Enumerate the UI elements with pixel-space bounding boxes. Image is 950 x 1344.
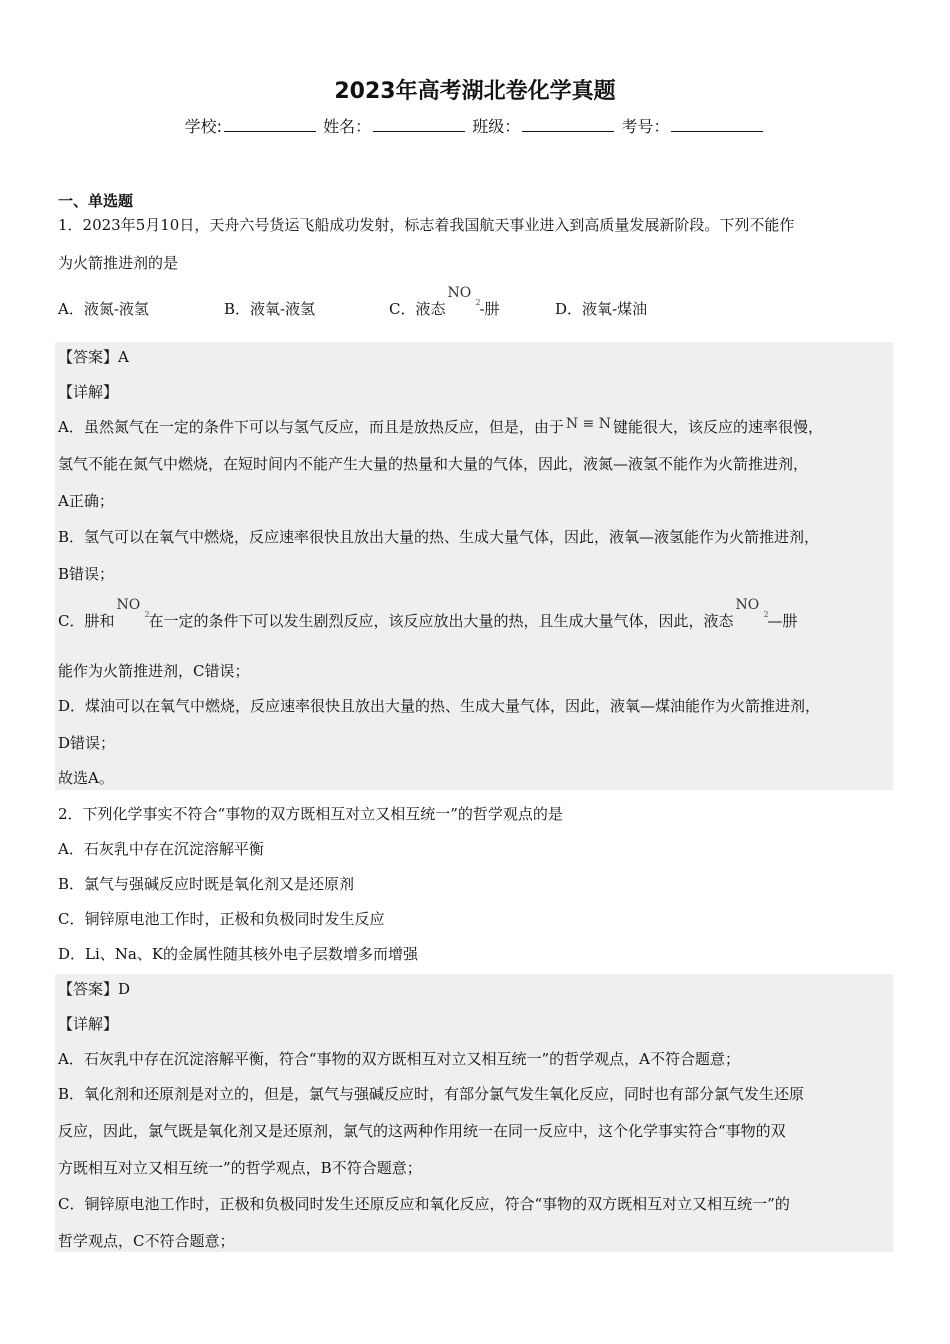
q1-detail-a3: A正确；	[58, 492, 114, 510]
id-label: 考号：	[621, 117, 670, 136]
class-blank[interactable]	[522, 116, 614, 132]
q1-detail-c1-pre: C．肼和	[58, 612, 115, 630]
q1-option-d: D．液氧-煤油	[555, 300, 648, 318]
q2-detail-b2: 反应，因此，氯气既是氧化剂又是还原剂，氯气的这两种作用统一在同一反应中，这个化学事实符合“事物的双	[58, 1122, 786, 1140]
q1-detail-b1: B．氢气可以在氧气中燃烧，反应速率很快且放出大量的热、生成大量气体，因此，液氧—液氢能作为火箭推进剂，	[58, 528, 820, 546]
q1-option-b: B．液氧-液氢	[224, 300, 316, 318]
q2-detail-a: A．石灰乳中存在沉淀溶解平衡，符合“事物的双方既相互对立又相互统一”的哲学观点，A不符合题意；	[58, 1050, 741, 1068]
name-label: 姓名：	[323, 117, 372, 136]
q2-option-b: B．氯气与强碱反应时既是氧化剂又是还原剂	[58, 875, 355, 893]
q1-detail-b2: B错误；	[58, 565, 115, 583]
page-title: 2023年高考湖北卷化学真题	[334, 79, 616, 104]
q1-answer-box	[55, 342, 893, 790]
no2-formula-text: NO	[116, 597, 141, 613]
q2-option-a: A．石灰乳中存在沉淀溶解平衡	[58, 840, 264, 858]
q2-detail-b3: 方既相互对立又相互统一”的哲学观点，B不符合题意；	[58, 1159, 422, 1177]
no2-formula	[114, 597, 150, 632]
q1-detail-a1	[58, 416, 823, 439]
no2-formula-sub: 2	[475, 298, 481, 307]
no2-formula-sub: 2	[763, 610, 769, 619]
q1-detail-d2: D错误；	[58, 734, 116, 752]
school-label: 学校:	[184, 117, 223, 136]
q1-option-c-suffix: -肼	[479, 300, 500, 318]
q1-detail-a2: 氢气不能在氮气中燃烧，在短时间内不能产生大量的热量和大量的气体，因此，液氮—液氢不能作为火箭推进剂，	[58, 455, 809, 473]
q2-option-c: C．铜锌原电池工作时，正极和负极同时发生反应	[58, 910, 385, 928]
q1-stem-line1: 1．2023年5月10日，天舟六号货运飞船成功发射，标志着我国航天事业进入到高质量发展新阶段。下列不能作	[58, 216, 795, 234]
q2-option-d: D．Li、Na、K的金属性随其核外电子层数增多而增强	[58, 945, 419, 963]
q1-detail-d1: D．煤油可以在氧气中燃烧，反应速率很快且放出大量的热、生成大量气体，因此，液氧—煤油能作为火箭推进剂，	[58, 697, 821, 715]
q2-detail-b1: B．氧化剂和还原剂是对立的，但是，氯气与强碱反应时，有部分氯气发生氧化反应，同时也有部分氯气发生还原	[58, 1085, 805, 1103]
q1-detail-a1-post: 键能很大，该反应的速率很慢，	[612, 418, 823, 436]
id-blank[interactable]	[671, 116, 763, 132]
no2-formula	[734, 597, 769, 632]
q1-stem-line2: 为火箭推进剂的是	[58, 254, 179, 272]
no2-formula-sub: 2	[144, 610, 150, 619]
triple-bond-formula: N ≡ N	[565, 416, 611, 432]
no2-formula	[445, 285, 481, 320]
q1-conclusion: 故选A。	[58, 769, 114, 787]
school-blank[interactable]	[224, 116, 316, 132]
class-label: 班级：	[472, 117, 521, 136]
q1-detail-a1-pre: A．虽然氮气在一定的条件下可以与氢气反应，而且是放热反应，但是，由于	[58, 418, 564, 436]
q1-detail-c1	[58, 597, 798, 632]
q2-answer: 【答案】D	[58, 980, 131, 998]
q1-answer: 【答案】A	[58, 348, 129, 366]
q2-stem: 2．下列化学事实不符合“事物的双方既相互对立又相互统一”的哲学观点的是	[58, 805, 563, 823]
q2-detail-label: 【详解】	[58, 1015, 119, 1033]
q1-detail-c1-mid: 在一定的条件下可以发生剧烈反应，该反应放出大量的热，且生成大量气体，因此，液态	[148, 612, 734, 630]
section-title: 一、单选题	[58, 192, 134, 210]
q1-option-c-prefix: C．液态	[389, 300, 446, 318]
q2-detail-c2: 哲学观点，C不符合题意；	[58, 1232, 235, 1250]
q1-option-a: A．液氮-液氢	[58, 300, 149, 318]
q2-detail-c1: C．铜锌原电池工作时，正极和负极同时发生还原反应和氧化反应，符合“事物的双方既相互对立又相互统一”的	[58, 1195, 790, 1213]
student-info-line	[0, 114, 950, 137]
q1-detail-c2: 能作为火箭推进剂，C错误；	[58, 662, 250, 680]
q1-detail-label: 【详解】	[58, 383, 119, 401]
q1-option-c	[389, 285, 500, 320]
no2-formula-text: NO	[447, 285, 472, 301]
q1-detail-c1-post: —肼	[767, 612, 798, 630]
no2-formula-text: NO	[735, 597, 760, 613]
name-blank[interactable]	[373, 116, 465, 132]
